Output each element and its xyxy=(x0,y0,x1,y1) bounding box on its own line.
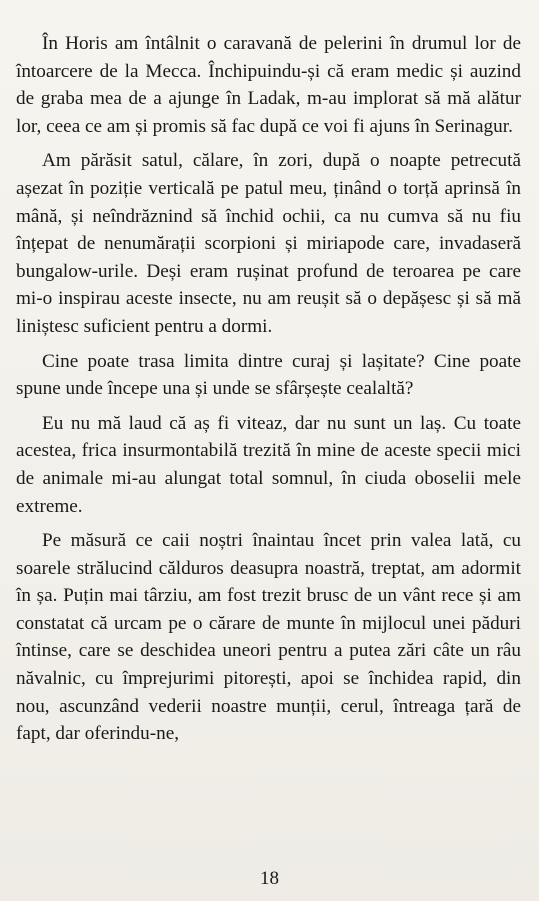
paragraph-valley: Pe măsură ce caii noștri înaintau încet prin valea lată, cu soarele strălucind călduros deasupra noastră, treptat, am adormit în șa. Puțin mai târziu, am fost trezit brusc de un vânt rece și am constatat că urcam pe o cărare de munte în mijlocul unei păduri întinse, care se deschidea uneori pentru a putea zări câte un râu năvalnic, cu împrejurimi pitorești, apoi se închidea rapid, din nou, ascunzând vederii noastre munții, cerul, întreaga țară de fapt, dar oferindu-ne, xyxy=(16,530,521,745)
paragraph-caravan: În Horis am întâlnit o caravană de pelerini în drumul lor de întoarcere de la Mecca. Închipuindu-și că eram medic și auzind de graba mea de a ajunge în Ladak, m-au implorat să mă alătur lor, ceea ce am și promis să fac după ce voi fi ajuns în Serinagur. xyxy=(16,33,521,137)
body-text xyxy=(16,30,521,755)
page-number: 18 xyxy=(260,868,279,889)
paragraph-courage: Cine poate trasa limita dintre curaj și lașitate? Cine poate spune unde începe una și unde se sfârșește cealaltă? xyxy=(16,350,521,400)
paragraph-departure: Am părăsit satul, călare, în zori, după o noapte petrecută așezat în poziție verticală pe patul meu, ținând o torță aprinsă în mână, și neîndrăznind să închid ochii, ca nu cumva să nu fiu înțepat de nenumărații scorpioni și miriapode care, invadaseră bungalow-urile. Deși eram rușinat profund de teroarea pe care mi-o inspirau aceste insecte, nu am reușit să o depășesc și să mă liniștesc suficient pentru a dormi. xyxy=(16,150,521,337)
paragraph-fear: Eu nu mă laud că aș fi viteaz, dar nu sunt un laș. Cu toate acestea, frica insurmontabilă trezită în mine de aceste specii mici de animale mi-au alungat total somnul, în ciuda oboselii mele extreme. xyxy=(16,412,521,517)
